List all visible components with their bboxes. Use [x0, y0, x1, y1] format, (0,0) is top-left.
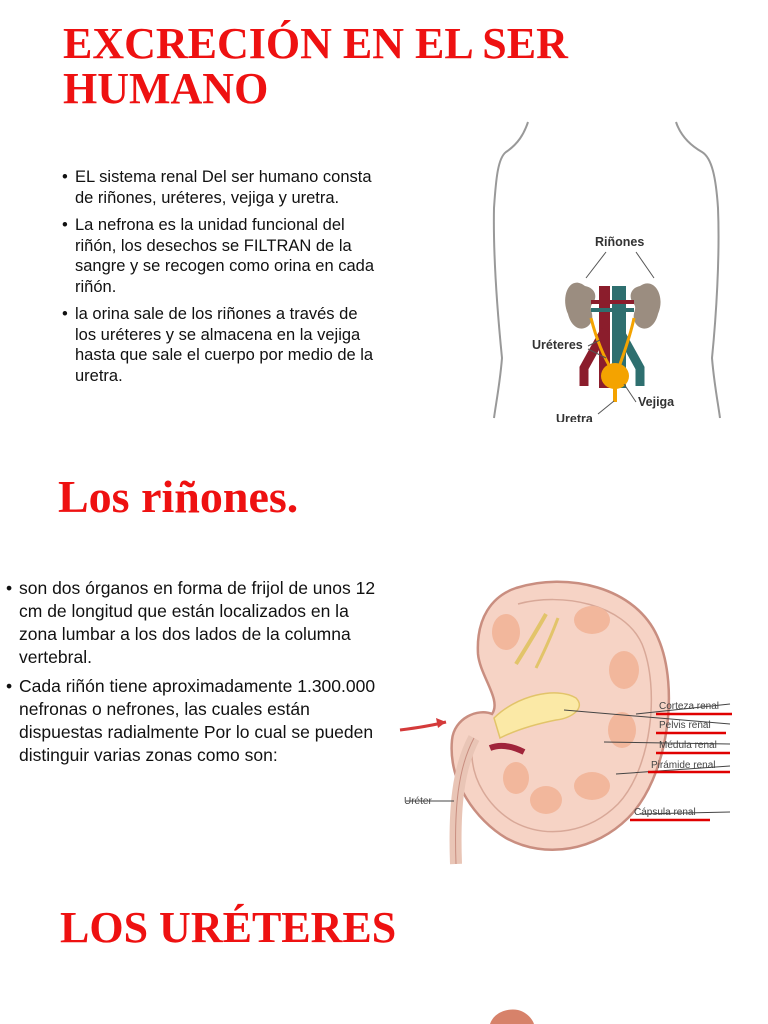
- label-pelvis: Pelvis renal: [659, 720, 711, 731]
- kidneys-bullet-list: [6, 577, 390, 773]
- urinary-system-figure: [488, 118, 728, 422]
- section-title-excretion: EXCRECIÓN EN EL SER HUMANO: [63, 19, 568, 113]
- label-bladder: Vejiga: [638, 395, 675, 409]
- label-ureters: Uréteres: [532, 338, 583, 352]
- body-outline: [494, 122, 528, 418]
- bullet-item: • son dos órganos en forma de frijol de unos 12 cm de longitud que están localizados en la zona lumbar a los dos lados de la columna vertebral.: [6, 577, 390, 669]
- label-urethra: Uretra: [556, 412, 593, 422]
- section-title-kidneys: Los riñones.: [58, 471, 299, 522]
- label-medulla: Médula renal: [659, 740, 717, 751]
- bullet-item: • la orina sale de los riñones a través de los uréteres y se almacena en la vejiga hasta que sale el cuerpo por medio de la uretra.: [62, 304, 378, 386]
- label-kidneys: Riñones: [595, 235, 645, 249]
- body-outline: [676, 122, 720, 418]
- kidney-cross-section-figure: [396, 568, 752, 868]
- pyramid-shape: [530, 786, 562, 814]
- right-kidney-shape: [631, 283, 661, 328]
- label-pyramid: Pirámide renal: [651, 760, 716, 771]
- label-cortex: Corteza renal: [659, 701, 720, 712]
- pyramid-shape: [574, 772, 610, 800]
- bullet-item: • EL sistema renal Del ser humano consta de riñones, uréteres, vejiga y uretra.: [62, 167, 378, 208]
- pyramid-shape: [609, 651, 639, 689]
- section-title-ureters: LOS URÉTERES: [60, 903, 397, 952]
- pyramid-shape: [492, 614, 520, 650]
- excretion-bullet-list: [62, 167, 378, 393]
- bullet-item: • La nefrona es la unidad funcional del riñón, los desechos se FILTRAN de la sangre y se recogen como orina en cada riñón.: [62, 215, 378, 297]
- pyramid-shape: [503, 762, 529, 794]
- label-ureter: Uréter: [404, 796, 432, 807]
- bullet-item: • Cada riñón tiene aproximadamente 1.300.000 nefronas o nefrones, las cuales están dispuestas radialmente Por lo cual se pueden distinguir varias zonas como son:: [6, 675, 390, 767]
- pyramid-shape: [574, 606, 610, 634]
- label-capsule: Cápsula renal: [634, 807, 696, 818]
- ureters-figure-partial: [488, 1008, 538, 1024]
